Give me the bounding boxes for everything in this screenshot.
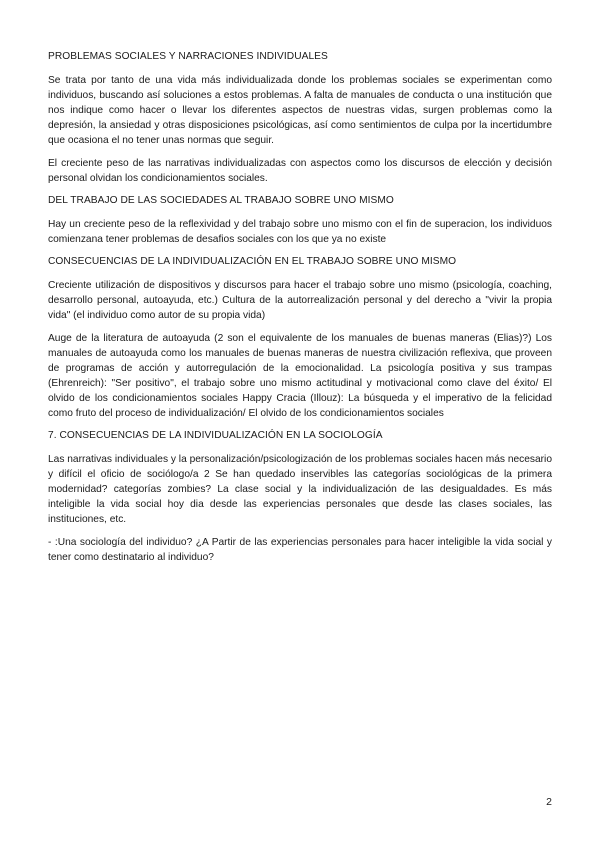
section-heading: PROBLEMAS SOCIALES Y NARRACIONES INDIVIDUALES [48, 51, 328, 62]
document-page [48, 50, 552, 573]
paragraph: Auge de la literatura de autoayuda (2 son el equivalente de los manuales de buenas maneras (Elias)?) Los manuales de autoayuda como los manuales de buenas maneras de nuestra civilización reflexiva, que proveen de programas de acción y autorregulación de la emocionalidad. La psicología positiva y sus trampas (Ehrenreich): "Ser positivo", el trabajo sobre uno mismo actitudinal y motivacional como clave del éxito/ El olvido de los condicionamientos sociales Happy Cracia (Illouz): La búsqueda y el imperativo de la felicidad como fruto del proceso de individualización/ El olvido de los condicionamientos sociales [48, 333, 552, 419]
paragraph: Las narrativas individuales y la personalización/psicologización de los problemas sociales hacen más necesario y difícil el oficio de sociólogo/a 2 Se han quedado inservibles las categorías sociológicas de la primera modernidad? categorías zombies? La clase social y la individualización de las desigualdades. Es más inteligible la vida social hoy dia desde las experiencias personales que desde las clases sociales, las instituciones, etc. [48, 454, 552, 525]
paragraph: - :Una sociología del individuo? ¿A Partir de las experiencias personales para hacer inteligible la vida social y tener como destinatario al individuo? [48, 537, 552, 563]
paragraph: Hay un creciente peso de la reflexividad y del trabajo sobre uno mismo con el fin de superacion, los individuos comienzana tener problemas de desafios sociales con los que ya no existe [48, 219, 552, 245]
section-heading: DEL TRABAJO DE LAS SOCIEDADES AL TRABAJO SOBRE UNO MISMO [48, 195, 394, 206]
paragraph: El creciente peso de las narrativas individualizadas con aspectos como los discursos de elección y decisión personal olvidan los condicionamientos sociales. [48, 158, 552, 184]
page-number: 2 [546, 796, 552, 808]
paragraph: Se trata por tanto de una vida más individualizada donde los problemas sociales se experimentan como individuos, buscando así soluciones a estos problemas. A falta de manuales de conducta o una institución que nos indique como hacer o llevar los diferentes aspectos de nuestras vidas, surgen problemas como la depresión, la ansiedad y otras disposiciones psicológicas, así como sentimientos de culpa por la incertidumbre que ocasiona el no tener unas normas que seguir. [48, 75, 552, 146]
paragraph: Creciente utilización de dispositivos y discursos para hacer el trabajo sobre uno mismo (psicología, coaching, desarrollo personal, autoayuda, etc.) Cultura de la autorrealización personal y del derecho a "vivir la propia vida" (el individuo como autor de su propia vida) [48, 280, 552, 321]
section-heading: 7. CONSECUENCIAS DE LA INDIVIDUALIZACIÓN EN LA SOCIOLOGÍA [48, 430, 383, 441]
section-heading: CONSECUENCIAS DE LA INDIVIDUALIZACIÓN EN EL TRABAJO SOBRE UNO MISMO [48, 256, 457, 267]
